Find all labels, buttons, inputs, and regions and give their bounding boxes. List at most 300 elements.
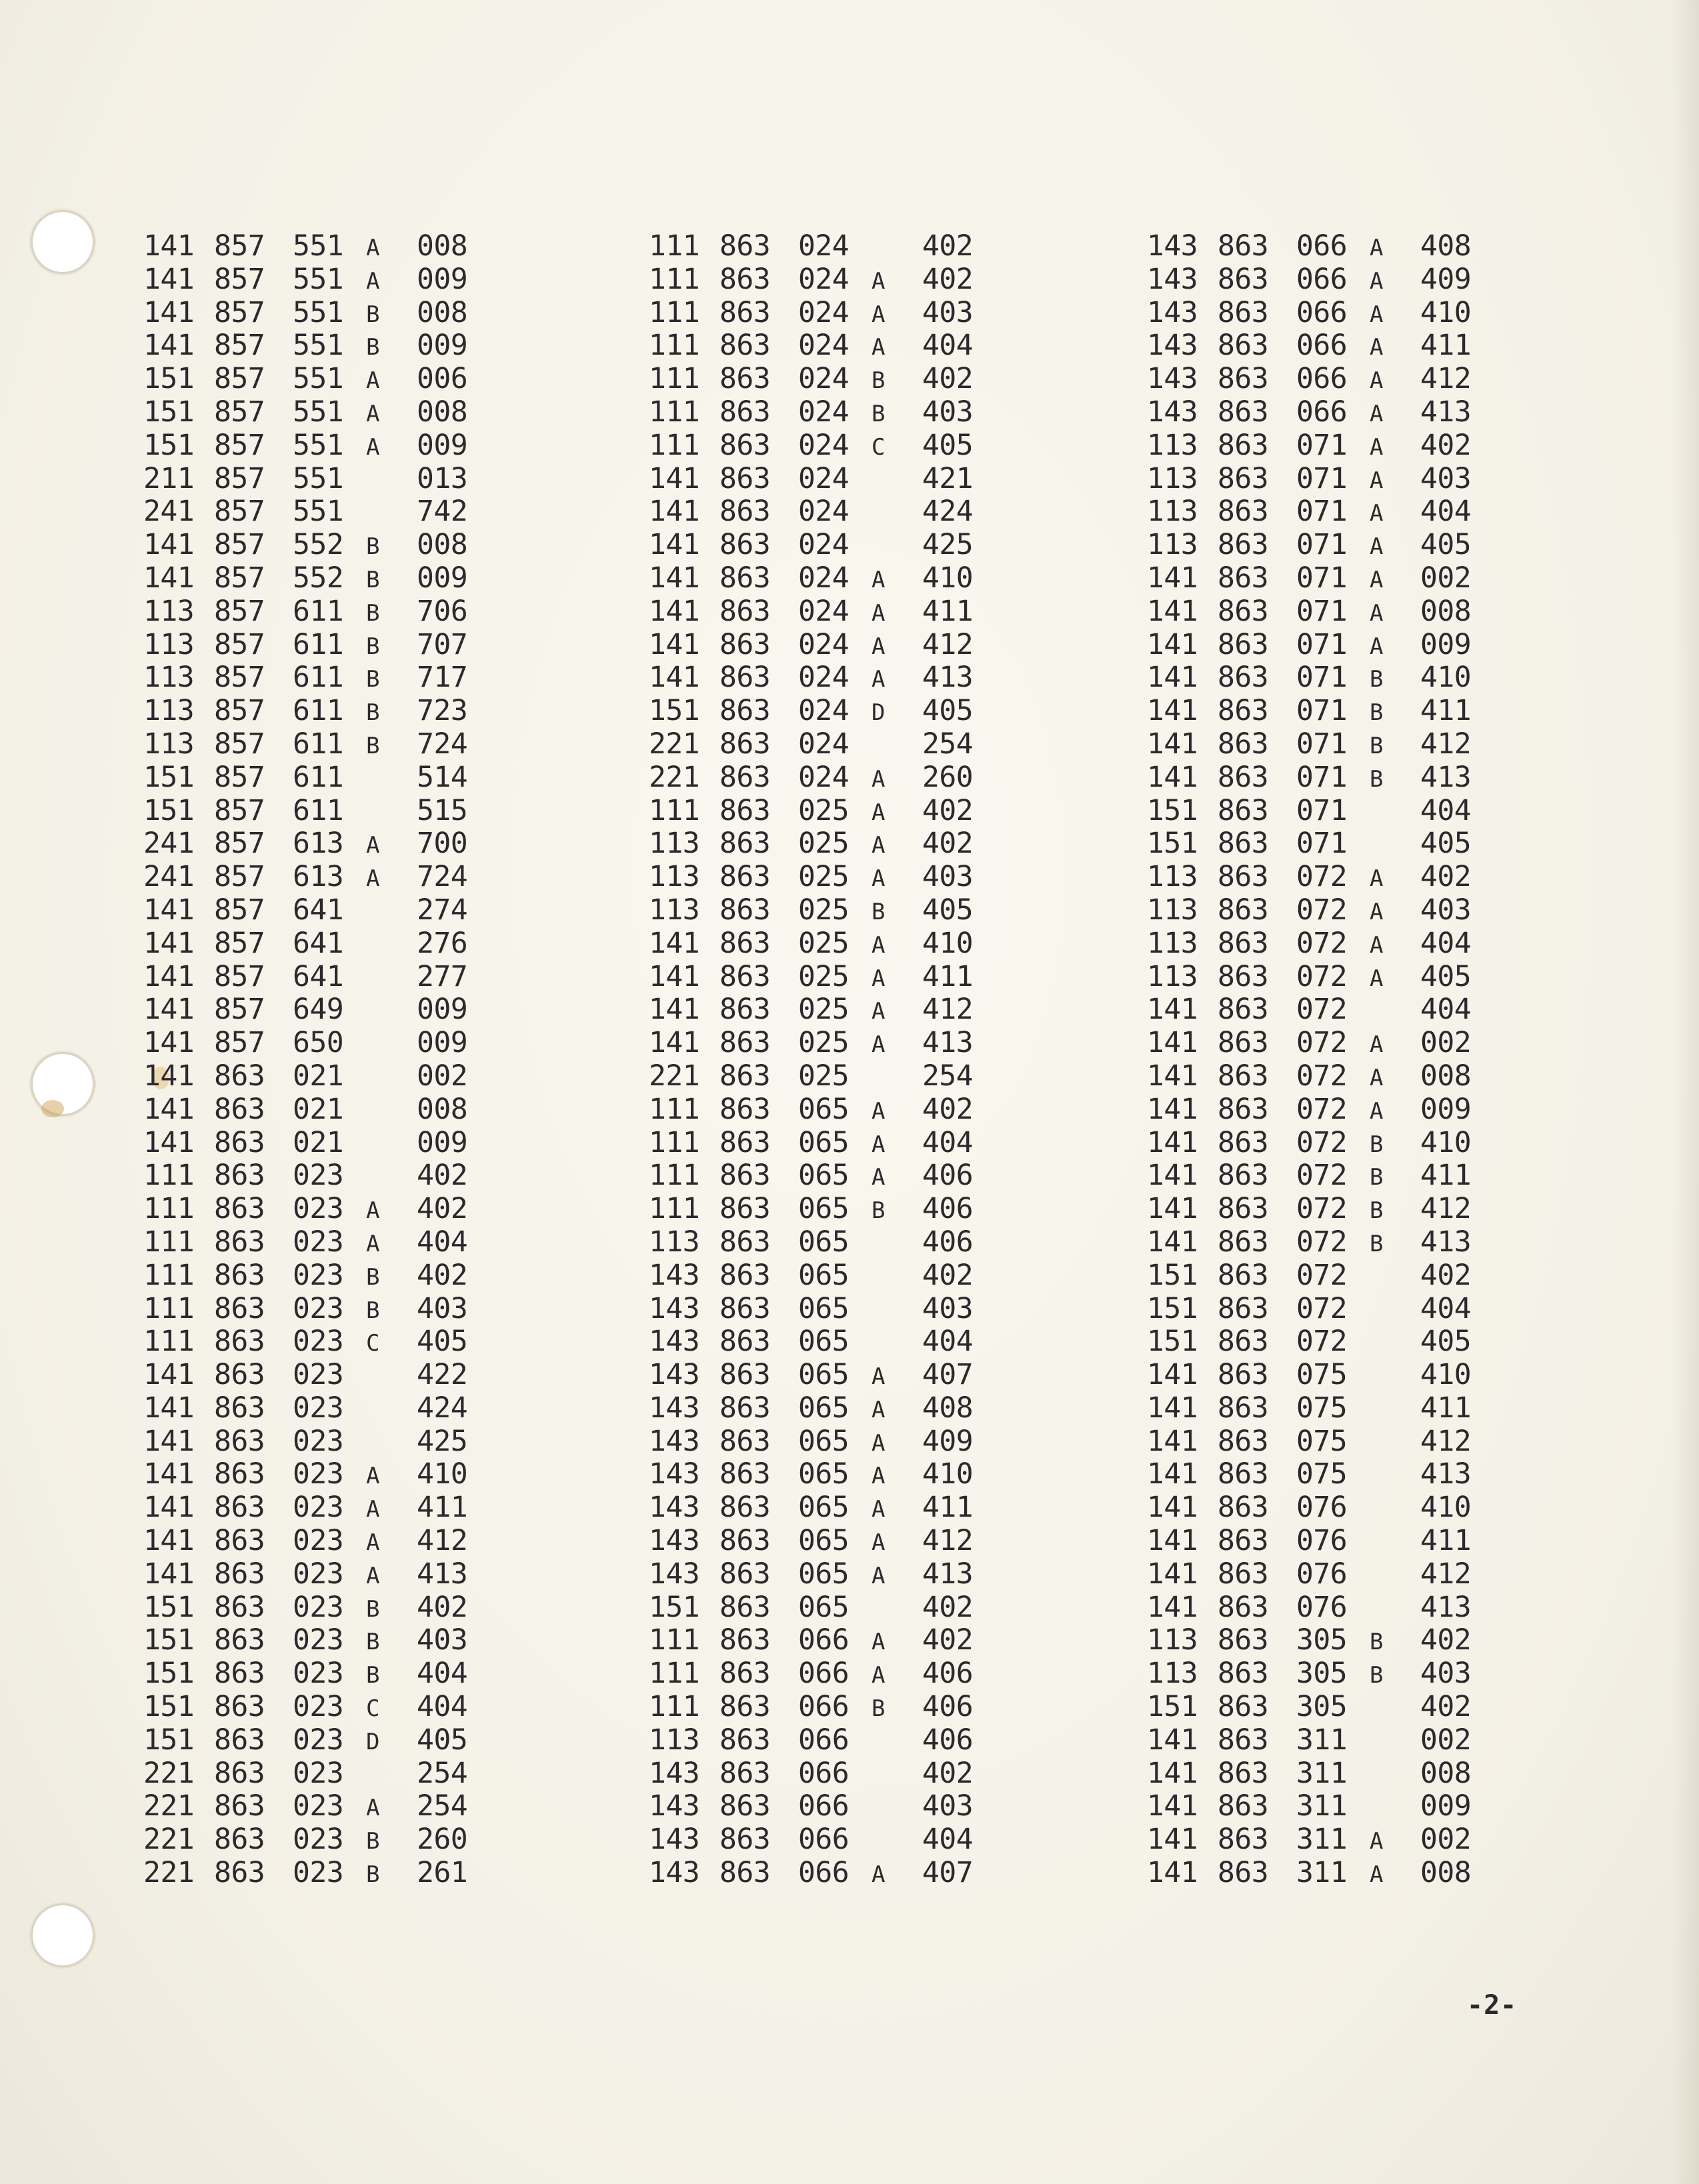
part-number-row — [143, 1293, 490, 1326]
suffix-letter: A — [872, 1164, 885, 1191]
item-code: 072 — [1296, 1291, 1348, 1325]
group-code: 141 — [143, 229, 195, 263]
sub-code: 404 — [922, 1125, 974, 1159]
sub-code: 409 — [922, 1424, 974, 1458]
suffix-letter: A — [1370, 267, 1383, 295]
group-code: 113 — [1147, 1623, 1198, 1657]
suffix-letter: A — [1370, 1031, 1383, 1059]
sub-code: 402 — [417, 1192, 468, 1226]
series-code: 863 — [214, 1723, 265, 1757]
series-code: 863 — [719, 1125, 771, 1159]
sub-code: 413 — [1420, 760, 1472, 794]
group-code: 113 — [143, 694, 195, 728]
group-code: 141 — [649, 926, 700, 960]
suffix-letter: B — [366, 599, 379, 627]
item-code: 551 — [293, 461, 344, 495]
part-number-row — [649, 1425, 996, 1459]
part-number-row — [143, 297, 490, 330]
group-code: 151 — [143, 1623, 195, 1657]
item-code: 023 — [293, 1524, 344, 1558]
series-code: 863 — [1218, 1291, 1269, 1325]
item-code: 072 — [1296, 860, 1348, 894]
suffix-letter: B — [1370, 1197, 1383, 1225]
item-code: 024 — [798, 760, 850, 794]
part-number-row — [143, 1823, 490, 1857]
item-code: 065 — [798, 1192, 850, 1226]
sub-code: 424 — [417, 1391, 468, 1425]
part-number-row — [1147, 993, 1494, 1027]
group-code: 151 — [143, 1690, 195, 1724]
sub-code: 410 — [1420, 1358, 1472, 1392]
series-code: 863 — [719, 495, 771, 529]
series-code: 863 — [1218, 1623, 1269, 1657]
group-code: 151 — [143, 760, 195, 794]
series-code: 863 — [214, 1756, 265, 1790]
item-code: 065 — [798, 1092, 850, 1126]
group-code: 141 — [143, 528, 195, 562]
item-code: 066 — [1296, 295, 1348, 329]
sub-code: 405 — [922, 428, 974, 462]
suffix-letter: A — [1370, 898, 1383, 925]
group-code: 111 — [143, 1159, 195, 1193]
part-number-row — [1147, 529, 1494, 562]
series-code: 857 — [214, 793, 265, 827]
sub-code: 412 — [922, 1524, 974, 1558]
series-code: 863 — [1218, 362, 1269, 396]
group-code: 143 — [649, 1258, 700, 1292]
series-code: 863 — [1218, 295, 1269, 329]
item-code: 311 — [1296, 1723, 1348, 1757]
suffix-letter: A — [872, 633, 885, 660]
item-code: 551 — [293, 262, 344, 296]
item-code: 611 — [293, 661, 344, 695]
part-number-row — [143, 1724, 490, 1757]
part-number-row — [143, 1525, 490, 1558]
item-code: 649 — [293, 993, 344, 1027]
part-number-row — [1147, 495, 1494, 529]
series-code: 863 — [719, 1856, 771, 1890]
series-code: 863 — [719, 395, 771, 429]
sub-code: 407 — [922, 1856, 974, 1890]
part-number-row — [1147, 1259, 1494, 1293]
sub-code: 406 — [922, 1225, 974, 1259]
item-code: 072 — [1296, 1059, 1348, 1093]
series-code: 863 — [1218, 893, 1269, 927]
part-number-row — [1147, 761, 1494, 795]
item-code: 305 — [1296, 1657, 1348, 1691]
sub-code: 411 — [922, 594, 974, 628]
part-number-row — [143, 1657, 490, 1691]
part-number-row — [143, 961, 490, 994]
series-code: 857 — [214, 594, 265, 628]
part-number-row — [143, 529, 490, 562]
item-code: 023 — [293, 1358, 344, 1392]
series-code: 857 — [214, 295, 265, 329]
part-number-row — [1147, 1226, 1494, 1259]
group-code: 141 — [1147, 727, 1198, 761]
sub-code: 403 — [922, 1291, 974, 1325]
suffix-letter: A — [1370, 931, 1383, 959]
item-code: 023 — [293, 1325, 344, 1359]
series-code: 857 — [214, 229, 265, 263]
group-code: 141 — [649, 993, 700, 1027]
suffix-letter: B — [1370, 1662, 1383, 1689]
item-code: 023 — [293, 1424, 344, 1458]
punch-hole-bottom — [31, 1903, 95, 1967]
series-code: 863 — [214, 1059, 265, 1093]
item-code: 025 — [798, 1026, 850, 1060]
part-number-row — [1147, 297, 1494, 330]
part-number-row — [649, 1624, 996, 1657]
group-code: 151 — [1147, 1258, 1198, 1292]
item-code: 065 — [798, 1225, 850, 1259]
group-code: 141 — [1147, 1557, 1198, 1591]
group-code: 141 — [143, 1358, 195, 1392]
suffix-letter: B — [366, 1595, 379, 1623]
group-code: 141 — [1147, 661, 1198, 695]
part-number-row — [143, 894, 490, 927]
series-code: 863 — [719, 561, 771, 595]
part-number-row — [1147, 230, 1494, 263]
part-number-row — [649, 1093, 996, 1127]
part-number-row — [1147, 661, 1494, 695]
group-code: 141 — [1147, 594, 1198, 628]
series-code: 863 — [719, 1723, 771, 1757]
sub-code: 260 — [417, 1823, 468, 1857]
suffix-letter: A — [366, 1197, 379, 1225]
item-code: 305 — [1296, 1690, 1348, 1724]
sub-code: 412 — [922, 627, 974, 661]
series-code: 863 — [719, 329, 771, 363]
item-code: 065 — [798, 1325, 850, 1359]
suffix-letter: B — [366, 699, 379, 727]
series-code: 863 — [1218, 1159, 1269, 1193]
series-code: 863 — [719, 893, 771, 927]
series-code: 863 — [214, 1524, 265, 1558]
item-code: 025 — [798, 860, 850, 894]
series-code: 863 — [719, 860, 771, 894]
series-code: 863 — [719, 428, 771, 462]
item-code: 025 — [798, 959, 850, 993]
part-number-row — [143, 1093, 490, 1127]
part-number-row — [143, 1060, 490, 1093]
suffix-letter: A — [1370, 865, 1383, 893]
item-code: 071 — [1296, 561, 1348, 595]
item-code: 066 — [1296, 262, 1348, 296]
group-code: 151 — [143, 1657, 195, 1691]
item-code: 071 — [1296, 760, 1348, 794]
part-number-row — [649, 861, 996, 894]
part-number-row — [649, 1790, 996, 1823]
group-code: 141 — [1147, 993, 1198, 1027]
sub-code: 411 — [1420, 329, 1472, 363]
item-code: 021 — [293, 1125, 344, 1159]
sub-code: 008 — [417, 295, 468, 329]
group-code: 113 — [143, 727, 195, 761]
sub-code: 404 — [1420, 926, 1472, 960]
group-code: 141 — [649, 1026, 700, 1060]
item-code: 611 — [293, 793, 344, 827]
series-code: 857 — [214, 694, 265, 728]
sub-code: 406 — [922, 1657, 974, 1691]
part-number-row — [649, 1159, 996, 1193]
part-number-row — [143, 795, 490, 828]
suffix-letter: D — [366, 1728, 379, 1755]
suffix-letter: A — [1370, 334, 1383, 361]
group-code: 141 — [649, 959, 700, 993]
sub-code: 742 — [417, 495, 468, 529]
group-code: 111 — [143, 1291, 195, 1325]
group-code: 221 — [143, 1756, 195, 1790]
group-code: 111 — [649, 262, 700, 296]
group-code: 143 — [1147, 262, 1198, 296]
item-code: 024 — [798, 262, 850, 296]
sub-code: 402 — [922, 1092, 974, 1126]
suffix-letter: A — [366, 1463, 379, 1490]
series-code: 863 — [1218, 1789, 1269, 1823]
group-code: 111 — [649, 362, 700, 396]
suffix-letter: B — [366, 301, 379, 328]
part-number-row — [649, 827, 996, 861]
group-code: 141 — [1147, 1026, 1198, 1060]
part-number-row — [649, 1823, 996, 1857]
series-code: 863 — [1218, 1457, 1269, 1491]
item-code: 072 — [1296, 1125, 1348, 1159]
item-code: 611 — [293, 627, 344, 661]
group-code: 151 — [143, 1590, 195, 1624]
part-number-row — [143, 993, 490, 1027]
part-number-row — [1147, 1458, 1494, 1491]
series-code: 863 — [214, 1457, 265, 1491]
sub-code: 403 — [1420, 461, 1472, 495]
sub-code: 403 — [1420, 893, 1472, 927]
parts-column-2 — [649, 230, 996, 1890]
part-number-row — [1147, 363, 1494, 396]
item-code: 023 — [293, 1225, 344, 1259]
suffix-letter: B — [1370, 666, 1383, 693]
series-code: 863 — [1218, 760, 1269, 794]
suffix-letter: A — [366, 433, 379, 461]
group-code: 113 — [1147, 428, 1198, 462]
item-code: 551 — [293, 329, 344, 363]
item-code: 613 — [293, 827, 344, 861]
sub-code: 412 — [1420, 362, 1472, 396]
group-code: 141 — [1147, 1391, 1198, 1425]
series-code: 857 — [214, 362, 265, 396]
series-code: 863 — [1218, 1125, 1269, 1159]
sub-code: 405 — [922, 893, 974, 927]
item-code: 065 — [798, 1491, 850, 1525]
group-code: 143 — [649, 1756, 700, 1790]
sub-code: 410 — [417, 1457, 468, 1491]
series-code: 863 — [719, 1789, 771, 1823]
item-code: 023 — [293, 1258, 344, 1292]
suffix-letter: B — [366, 1861, 379, 1889]
sub-code: 425 — [922, 528, 974, 562]
sub-code: 700 — [417, 827, 468, 861]
sub-code: 009 — [417, 1125, 468, 1159]
group-code: 141 — [1147, 760, 1198, 794]
group-code: 111 — [649, 1192, 700, 1226]
group-code: 113 — [1147, 495, 1198, 529]
part-number-row — [1147, 562, 1494, 595]
item-code: 066 — [798, 1657, 850, 1691]
group-code: 143 — [649, 1291, 700, 1325]
part-number-row — [143, 1491, 490, 1525]
series-code: 863 — [719, 229, 771, 263]
sub-code: 706 — [417, 594, 468, 628]
part-number-row — [1147, 1193, 1494, 1226]
sub-code: 412 — [417, 1524, 468, 1558]
part-number-row — [1147, 429, 1494, 463]
series-code: 863 — [719, 1092, 771, 1126]
suffix-letter: B — [872, 898, 885, 925]
item-code: 024 — [798, 461, 850, 495]
group-code: 141 — [1147, 1424, 1198, 1458]
series-code: 863 — [719, 1291, 771, 1325]
group-code: 151 — [143, 395, 195, 429]
suffix-letter: A — [366, 1795, 379, 1822]
item-code: 021 — [293, 1059, 344, 1093]
part-number-row — [1147, 263, 1494, 297]
series-code: 863 — [1218, 627, 1269, 661]
group-code: 143 — [649, 1856, 700, 1890]
group-code: 141 — [143, 1424, 195, 1458]
item-code: 076 — [1296, 1590, 1348, 1624]
sub-code: 008 — [417, 528, 468, 562]
sub-code: 009 — [417, 993, 468, 1027]
series-code: 857 — [214, 893, 265, 927]
sub-code: 409 — [1420, 262, 1472, 296]
series-code: 857 — [214, 860, 265, 894]
sub-code: 403 — [1420, 1657, 1472, 1691]
item-code: 065 — [798, 1424, 850, 1458]
suffix-letter: A — [872, 1496, 885, 1523]
sub-code: 723 — [417, 694, 468, 728]
item-code: 551 — [293, 395, 344, 429]
sub-code: 403 — [922, 860, 974, 894]
item-code: 066 — [798, 1856, 850, 1890]
series-code: 863 — [214, 1192, 265, 1226]
series-code: 863 — [1218, 1059, 1269, 1093]
group-code: 111 — [649, 395, 700, 429]
item-code: 024 — [798, 428, 850, 462]
sub-code: 002 — [1420, 561, 1472, 595]
group-code: 141 — [1147, 1856, 1198, 1890]
part-number-row — [1147, 961, 1494, 994]
group-code: 221 — [143, 1856, 195, 1890]
suffix-letter: A — [872, 1463, 885, 1490]
item-code: 066 — [798, 1690, 850, 1724]
series-code: 863 — [719, 262, 771, 296]
group-code: 141 — [649, 461, 700, 495]
sub-code: 402 — [417, 1258, 468, 1292]
sub-code: 422 — [417, 1358, 468, 1392]
group-code: 141 — [649, 627, 700, 661]
series-code: 863 — [1218, 727, 1269, 761]
suffix-letter: A — [1370, 400, 1383, 427]
sub-code: 402 — [1420, 1690, 1472, 1724]
series-code: 857 — [214, 993, 265, 1027]
series-code: 863 — [1218, 229, 1269, 263]
parts-column-1 — [143, 230, 490, 1890]
part-number-row — [1147, 1624, 1494, 1657]
part-number-row — [143, 1425, 490, 1459]
sub-code: 406 — [922, 1690, 974, 1724]
series-code: 863 — [1218, 1026, 1269, 1060]
sub-code: 411 — [1420, 1159, 1472, 1193]
sub-code: 410 — [922, 561, 974, 595]
sub-code: 425 — [417, 1424, 468, 1458]
series-code: 863 — [719, 1557, 771, 1591]
suffix-letter: A — [1370, 1097, 1383, 1125]
suffix-letter: A — [366, 832, 379, 859]
sub-code: 402 — [922, 793, 974, 827]
part-number-row — [1147, 1691, 1494, 1724]
sub-code: 404 — [922, 1325, 974, 1359]
sub-code: 402 — [417, 1590, 468, 1624]
series-code: 857 — [214, 528, 265, 562]
suffix-letter: A — [872, 666, 885, 693]
sub-code: 405 — [1420, 959, 1472, 993]
group-code: 141 — [1147, 1192, 1198, 1226]
part-number-row — [143, 363, 490, 396]
group-code: 113 — [1147, 1657, 1198, 1691]
item-code: 641 — [293, 926, 344, 960]
sub-code: 405 — [417, 1325, 468, 1359]
item-code: 311 — [1296, 1856, 1348, 1890]
group-code: 151 — [1147, 1325, 1198, 1359]
series-code: 863 — [719, 1225, 771, 1259]
sub-code: 405 — [417, 1723, 468, 1757]
item-code: 071 — [1296, 428, 1348, 462]
suffix-letter: B — [366, 732, 379, 759]
series-code: 863 — [214, 1557, 265, 1591]
suffix-letter: B — [1370, 1629, 1383, 1656]
item-code: 075 — [1296, 1457, 1348, 1491]
series-code: 857 — [214, 959, 265, 993]
item-code: 024 — [798, 528, 850, 562]
part-number-row — [1147, 1525, 1494, 1558]
suffix-letter: A — [366, 367, 379, 395]
suffix-letter: B — [366, 533, 379, 561]
group-code: 111 — [649, 1657, 700, 1691]
part-number-row — [143, 728, 490, 761]
item-code: 071 — [1296, 661, 1348, 695]
suffix-letter: B — [366, 1263, 379, 1291]
group-code: 113 — [1147, 528, 1198, 562]
sub-code: 404 — [417, 1690, 468, 1724]
series-code: 863 — [1218, 1590, 1269, 1624]
sub-code: 404 — [922, 1823, 974, 1857]
group-code: 141 — [143, 1092, 195, 1126]
group-code: 113 — [1147, 893, 1198, 927]
group-code: 141 — [143, 262, 195, 296]
sub-code: 411 — [1420, 1391, 1472, 1425]
item-code: 551 — [293, 295, 344, 329]
sub-code: 009 — [1420, 1092, 1472, 1126]
group-code: 113 — [1147, 926, 1198, 960]
item-code: 065 — [798, 1391, 850, 1425]
part-number-row — [143, 1193, 490, 1226]
sub-code: 402 — [922, 1590, 974, 1624]
rust-stain — [41, 1100, 64, 1117]
item-code: 311 — [1296, 1756, 1348, 1790]
group-code: 111 — [649, 1159, 700, 1193]
series-code: 863 — [214, 1856, 265, 1890]
part-number-row — [649, 1724, 996, 1757]
sub-code: 006 — [417, 362, 468, 396]
